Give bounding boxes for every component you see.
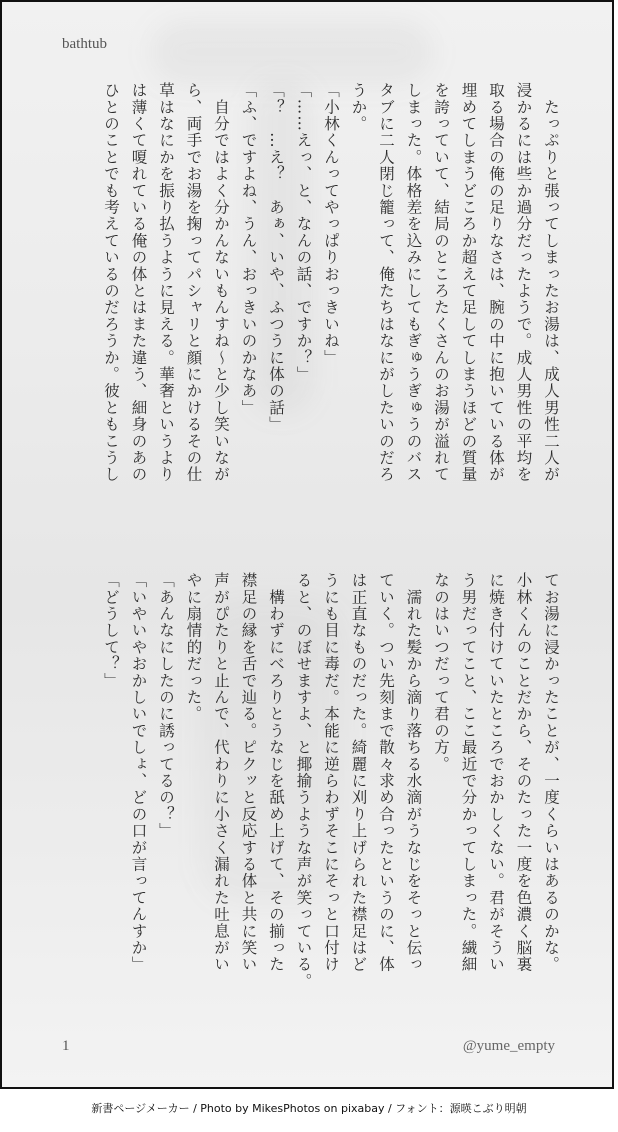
text-line: う男だってこと、ここ最近で分かってしまった。繊細: [459, 572, 478, 973]
text-line: 小林くんのことだから、そのたった一度を色濃く脳裏: [514, 572, 533, 973]
text-line: 浸かるには些か過分だったようで。成人男性の平均を: [514, 82, 533, 483]
text-block-bottom: [97, 572, 565, 1012]
text-line: 取る場合の俺の足りなさは、腕の中に抱いている体が: [487, 82, 505, 483]
credit-line: 新書ページメーカー / Photo by MikesPhotos on pixabay / フォント：源暎こぶり明朝: [91, 1102, 527, 1115]
text-line: 襟足の縁を舌で辿る。ピクッと反応する体と共に笑い: [239, 572, 258, 973]
text-line: 「小林くんってやっぱりおっきいね」: [322, 82, 340, 366]
text-line: たっぷりと張ってしまったお湯は、成人男性二人が: [542, 82, 560, 483]
text-line: ひとのことでも考えているのだろうか。彼ともこうし: [102, 82, 120, 483]
text-line: 自分ではよく分かんないもんすね〜と少し笑いなが: [212, 82, 230, 483]
text-line: 「？ …え？ あぁ、いや、ふつうに体の話」: [267, 82, 285, 433]
author-handle: @yume_empty: [462, 1038, 555, 1054]
text-line: は正直なものだった。綺麗に刈り上げられた襟足はど: [349, 572, 368, 973]
text-line: は薄くて嗄れている俺の体とはまた違う、細身のあの: [129, 82, 148, 483]
text-block-top: [97, 82, 565, 522]
text-line: うにも目に毒だ。本能に逆らわずそこにそっと口付け: [322, 572, 340, 973]
text-line: 「……えっ、と、なんの話、ですか？」: [294, 82, 313, 383]
text-line: ると、のぼせますよ、と揶揄うような声が笑っている。: [294, 572, 313, 990]
text-line: 構わずにべろりとうなじを舐め上げて、その揃った: [267, 572, 285, 973]
text-line: なのはいつだって君の方。: [432, 572, 450, 773]
text-line: うか。: [349, 82, 368, 133]
text-line: 「あんなにしたのに誘ってるの？」: [157, 572, 175, 840]
text-line: やに扇情的だった。: [184, 572, 203, 723]
text-line: 草はなにかを振り払うように見える。華奢というより: [157, 82, 175, 483]
text-line: に焼き付けていたところでおかしくない。君がそうい: [487, 572, 505, 973]
text-line: 「ふ、ですよね、うん、おっきいのかなあ」: [239, 82, 258, 416]
page-title: bathtub: [62, 36, 107, 52]
text-line: ていく。つい先刻まで散々求め合ったというのに、体: [377, 572, 395, 973]
text-line: を誇っていて、結局のところたくさんのお湯が溢れて: [432, 82, 450, 483]
text-line: 「どうして？」: [102, 572, 120, 689]
text-line: てお湯に浸かったことが、一度くらいはあるのかな。: [542, 572, 560, 973]
background-photo-shape: [152, 22, 432, 82]
text-line: 埋めてしまうどころか超えて足してしまうほどの質量: [459, 82, 478, 483]
text-line: ら、両手でお湯を掬ってパシャリと顔にかけるその仕: [184, 82, 203, 483]
text-line: 「いやいやおかしいでしょ、どの口が言ってんすか」: [129, 572, 148, 973]
text-line: タブに二人閉じ籠って、俺たちはなにがしたいのだろ: [377, 82, 395, 483]
text-line: 声がぴたりと止んで、代わりに小さく漏れた吐息がい: [212, 572, 230, 973]
page-number: 1: [62, 1038, 70, 1054]
text-line: 濡れた髪から滴り落ちる水滴がうなじをそっと伝っ: [404, 572, 423, 973]
text-line: しまった。体格差を込みにしてもぎゅうぎゅうのバス: [404, 82, 423, 483]
